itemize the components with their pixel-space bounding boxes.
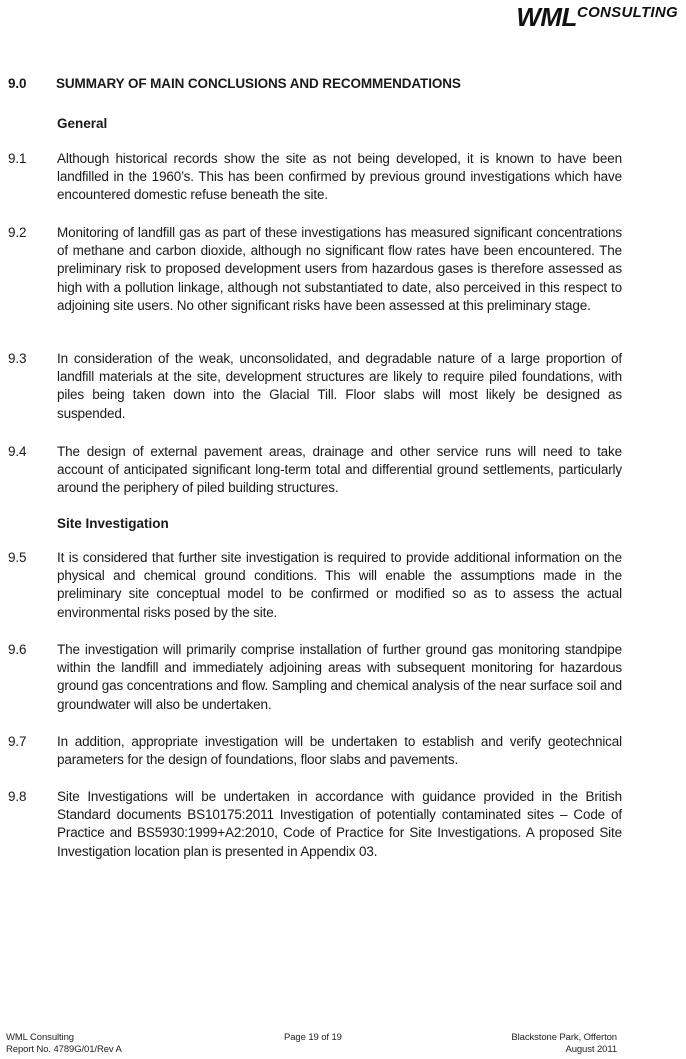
footer-right (511, 1032, 617, 1056)
paragraph-9-8 (8, 788, 622, 861)
paragraph-9-3 (8, 350, 622, 423)
paragraph-9-6 (8, 641, 622, 714)
paragraph-number: 9.6 (8, 642, 27, 657)
footer-company: WML Consulting (6, 1032, 74, 1043)
footer-page-number: Page 19 of 19 (284, 1032, 342, 1043)
paragraph-9-2 (8, 224, 622, 315)
footer-location: Blackstone Park, Offerton (511, 1032, 617, 1043)
paragraph-9-4 (8, 443, 622, 498)
paragraph-number: 9.5 (8, 550, 27, 565)
section-heading (8, 76, 648, 91)
section-title: SUMMARY OF MAIN CONCLUSIONS AND RECOMMENDATIONS (56, 76, 461, 91)
paragraph-number: 9.8 (8, 789, 27, 804)
paragraph-text: Site Investigations will be undertaken in accordance with guidance provided in the British Standard documents BS10175:2011 Investigation of potentially contaminated sites – Code of Practice and BS5930:1999+A2:2010, Code of Practice for Site Investigations. A proposed Site Investigation location plan is presented in Appendix 03. (57, 789, 622, 859)
paragraph-number: 9.7 (8, 734, 27, 749)
paragraph-9-1 (8, 150, 622, 205)
subheading-site-investigation: Site Investigation (57, 516, 169, 531)
paragraph-number: 9.2 (8, 225, 27, 240)
paragraph-text: It is considered that further site investigation is required to provide additional information on the physical and chemical ground conditions. This will enable the assumptions made in the preliminary site conceptual model to be confirmed or modified so as to assess the actual environmental risks posed by the site. (57, 550, 622, 620)
paragraph-number: 9.3 (8, 351, 27, 366)
footer-report-number: Report No. 4789G/01/Rev A (6, 1044, 122, 1055)
paragraph-9-5 (8, 549, 622, 622)
paragraph-number: 9.1 (8, 151, 27, 166)
paragraph-text: Monitoring of landfill gas as part of these investigations has measured significant concentrations of methane and carbon dioxide, although no significant flow rates have been encountered. The preliminary risk to proposed development users from hazardous gases is therefore assessed as high with a pollution linkage, although not substantiated to date, also perceived in this respect to adjoining site users. No other significant risks have been assessed at this preliminary stage. (57, 225, 622, 313)
logo-initials: WML (516, 2, 577, 32)
footer-date: August 2011 (565, 1044, 617, 1055)
paragraph-text: In consideration of the weak, unconsolidated, and degradable nature of a large proportion of landfill materials at the site, development structures are likely to require piled foundations, with piles being taken down into the Glacial Till. Floor slabs will most likely be designed as suspended. (57, 351, 622, 421)
section-number: 9.0 (8, 76, 27, 91)
paragraph-number: 9.4 (8, 444, 27, 459)
paragraph-9-7 (8, 733, 622, 769)
company-logo (516, 2, 678, 33)
paragraph-text: Although historical records show the site as not being developed, it is known to have been landfilled in the 1960’s. This has been confirmed by previous ground investigations which have encountered domestic refuse beneath the site. (57, 151, 622, 203)
paragraph-text: The investigation will primarily comprise installation of further ground gas monitoring standpipe within the landfill and immediately adjoining areas with subsequent monitoring for hazardous ground gas concentrations and flow. Sampling and chemical analysis of the near surface soil and groundwater will also be undertaken. (57, 642, 622, 712)
subheading-general: General (57, 116, 108, 131)
footer-left (6, 1032, 122, 1056)
paragraph-text: In addition, appropriate investigation will be undertaken to establish and verify geotechnical parameters for the design of foundations, floor slabs and pavements. (57, 734, 622, 768)
paragraph-text: The design of external pavement areas, drainage and other service runs will need to take account of anticipated significant long-term total and differential ground settlements, particularly around the periphery of piled building structures. (57, 444, 622, 496)
logo-word: CONSULTING (576, 4, 678, 21)
